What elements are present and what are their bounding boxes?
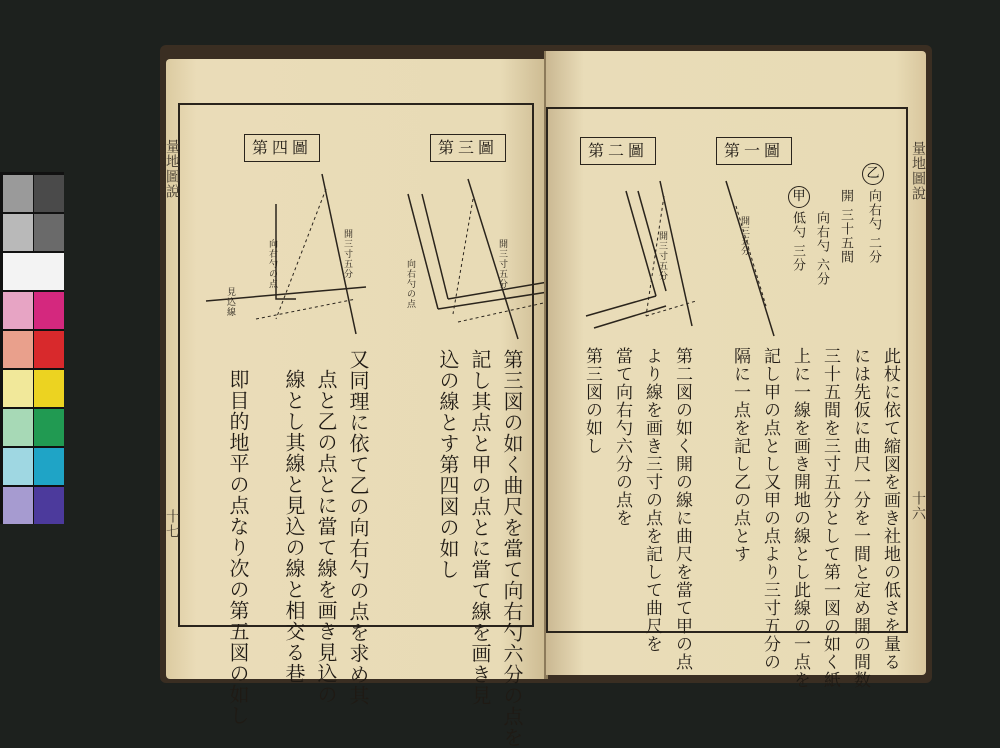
figure-4-label-sightline: 見込線	[225, 287, 235, 317]
left-body-line-2: 記し其点と甲の点とに當て線を画き見	[468, 349, 492, 706]
right-body-line-5: 記し甲の点とし又甲の点より三寸五分の	[760, 347, 780, 671]
swatch-light-cyan	[3, 448, 33, 485]
swatch-mint	[3, 409, 33, 446]
left-side-title: 量地圖說	[164, 139, 180, 199]
swatch-cyan	[34, 448, 64, 485]
figure-4-label-point: 向右勺の点	[267, 239, 277, 289]
left-body-line-6: 線とし其線と見込の線と相交る巷	[282, 369, 306, 684]
figure-1-label-open: 開三五分	[739, 216, 749, 256]
swatch-salmon	[3, 331, 33, 368]
figure-4-title: 第四圖	[244, 134, 320, 162]
swatch-gray-4	[34, 214, 64, 251]
figure-2-title: 第二圖	[580, 137, 656, 165]
left-body-line-7: 即目的地平の点なり次の第五図の如し	[226, 369, 250, 726]
swatch-light-yellow	[3, 370, 33, 407]
swatch-red	[34, 331, 64, 368]
swatch-gray-3	[3, 214, 33, 251]
open-book	[160, 45, 932, 748]
swatch-lavender	[3, 487, 33, 524]
legend-mark-ko: 甲	[788, 186, 810, 208]
right-body-line-1: 此杖に依て縮図を画き社地の低さを量る	[880, 347, 900, 671]
figure-3-label-point: 向右勺の点	[405, 259, 415, 309]
figure-2-label-open: 開三寸五分	[657, 231, 667, 281]
left-folio: 十七	[164, 509, 180, 539]
right-side-title: 量地圖說	[910, 141, 926, 201]
legend-ko-line-2: 低勺 三分	[790, 211, 805, 273]
left-body-line-1: 第三図の如く曲尺を當て向右勺六分の点を	[500, 349, 524, 748]
right-body-line-8: より線を画き三寸の点を記して曲尺を	[642, 347, 662, 653]
right-body-line-6: 隔に一点を記し乙の点とす	[730, 347, 750, 563]
legend-mark-otsu: 乙	[862, 163, 884, 185]
right-body-line-7: 第二図の如く開の線に曲尺を當て甲の点	[672, 347, 692, 671]
figure-3-title: 第三圖	[430, 134, 506, 162]
figure-3-diagram	[398, 174, 548, 344]
right-body-line-9: 當て向右勺六分の点を	[612, 347, 632, 527]
figure-4-label-open: 開三寸五分	[342, 229, 352, 279]
legend-otsu-line-1: 向右勺 二分	[866, 189, 881, 265]
right-page	[546, 51, 926, 689]
right-body-line-3: 三十五間を三寸五分として第一図の如く紙	[820, 347, 840, 689]
swatch-white	[3, 253, 64, 290]
swatch-yellow	[34, 370, 64, 407]
right-body-line-4: 上に一線を画き開地の線とし此線の一点を	[790, 347, 810, 689]
swatch-pink	[3, 292, 33, 329]
figure-2-diagram	[576, 176, 706, 336]
swatch-gray-2	[34, 175, 64, 212]
left-body-line-5: 点と乙の点とに當て線を画き見込の	[314, 369, 338, 705]
right-body-line-10: 第三図の如し	[582, 347, 602, 455]
figure-1-title: 第一圖	[716, 137, 792, 165]
swatch-violet	[34, 487, 64, 524]
color-checker-card	[0, 172, 64, 524]
legend-otsu-line-2: 開 三十五間	[838, 189, 853, 265]
figure-1-diagram	[716, 176, 796, 336]
left-body-line-3: 込の線とす第四図の如し	[436, 349, 460, 580]
swatch-magenta	[34, 292, 64, 329]
legend-ko-line-1: 向右勺 六分	[814, 211, 829, 287]
swatch-gray-1	[3, 175, 33, 212]
right-body-line-2: には先仮に曲尺一分を一間と定め開の間数	[850, 347, 870, 689]
left-body-line-4: 又同理に依て乙の向右勺の点を求め其	[346, 349, 370, 706]
swatch-green	[34, 409, 64, 446]
figure-3-label-open: 開三寸五分	[497, 239, 507, 289]
left-page	[164, 59, 546, 748]
right-folio: 十六	[910, 491, 926, 521]
